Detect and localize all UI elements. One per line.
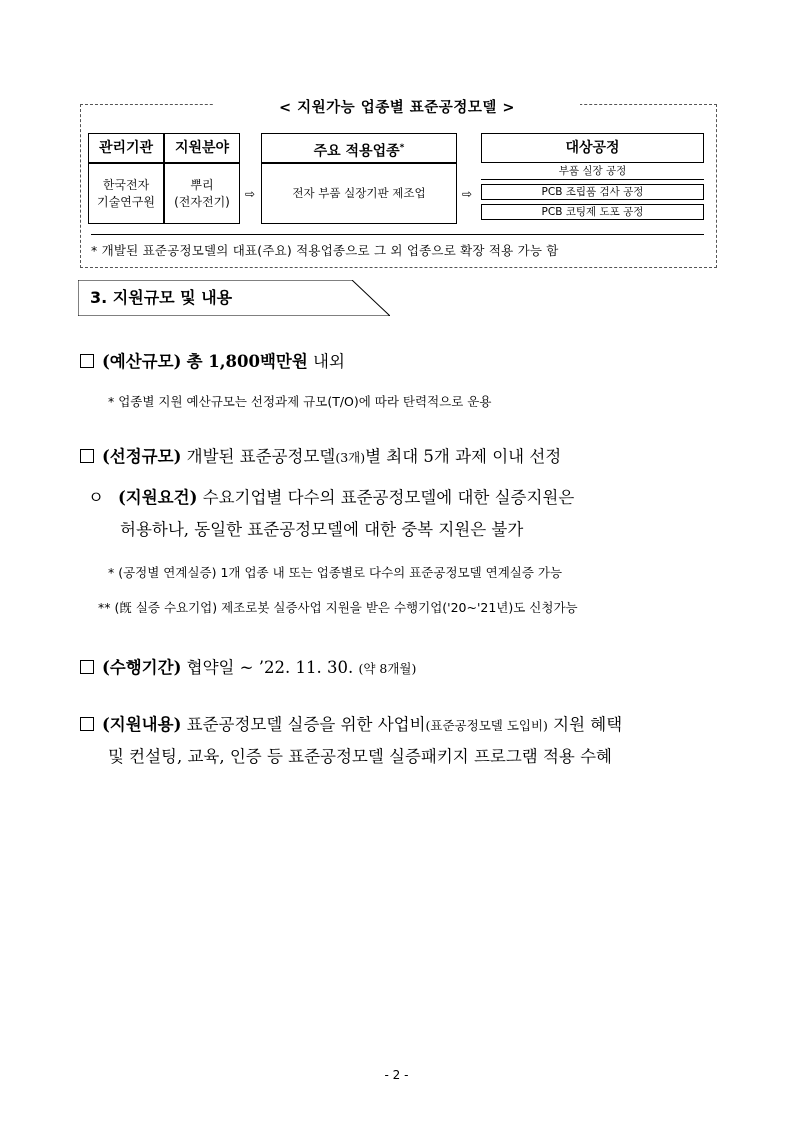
agency-line1: 한국전자 bbox=[102, 178, 150, 193]
item-period bbox=[80, 654, 416, 678]
header-process: 대상공정 bbox=[481, 133, 704, 163]
frame-divider bbox=[91, 234, 704, 235]
cell-agency bbox=[88, 163, 164, 224]
selection-text-a: 개발된 표준공정모델 bbox=[186, 447, 336, 466]
frame-note: * 개발된 표준공정모델의 대표(주요) 적용업종으로 그 외 업종으로 확장 적용 가능 함 bbox=[91, 243, 559, 258]
header-industry-mark: * bbox=[399, 143, 405, 153]
requirement-line1: 수요기업별 다수의 표준공정모델에 대한 실증지원은 bbox=[202, 488, 575, 507]
checkbox-icon bbox=[80, 660, 94, 674]
requirement-note1: * (공정별 연계실증) 1개 업종 내 또는 업종별로 다수의 표준공정모델 연계실증 가능 bbox=[108, 565, 563, 580]
checkbox-icon bbox=[80, 449, 94, 463]
header-industry bbox=[261, 133, 457, 163]
field-line1: 뿌리 bbox=[190, 178, 214, 193]
cell-field bbox=[164, 163, 240, 224]
period-small: (약 8개월) bbox=[358, 661, 417, 676]
process-item-1: 부품 실장 공정 bbox=[481, 164, 704, 180]
item-selection bbox=[80, 443, 561, 467]
header-industry-label: 주요 적용업종 bbox=[313, 143, 400, 160]
budget-text: 내외 bbox=[313, 352, 345, 371]
budget-amount: 총 1,800백만원 bbox=[186, 352, 308, 371]
selection-text-small: (3개) bbox=[335, 450, 366, 465]
item-requirement bbox=[88, 484, 574, 508]
field-line2: (전자전기) bbox=[174, 194, 230, 209]
arrow-icon: ⇨ bbox=[462, 187, 473, 201]
period-text: 협약일 ~ ’22. 11. 30. bbox=[186, 658, 354, 677]
checkbox-icon bbox=[80, 354, 94, 368]
selection-label: (선정규모) bbox=[102, 447, 182, 466]
header-field: 지원분야 bbox=[164, 133, 240, 163]
requirement-note2: ** (旣 실증 수요기업) 제조로봇 실증사업 지원을 받은 수행기업('20~'21년)도 신청가능 bbox=[98, 600, 578, 615]
requirement-label: (지원요건) bbox=[118, 488, 198, 507]
selection-text-b: 별 최대 5개 과제 이내 선정 bbox=[365, 447, 562, 466]
budget-label: (예산규모) bbox=[102, 352, 182, 371]
content-text-b: 지원 혜택 bbox=[553, 715, 623, 734]
arrow-icon: ⇨ bbox=[245, 187, 256, 201]
item-budget bbox=[80, 348, 345, 372]
content-text-a: 표준공정모델 실증을 위한 사업비 bbox=[186, 715, 426, 734]
budget-note: * 업종별 지원 예산규모는 선정과제 규모(T/O)에 따라 탄력적으로 운용 bbox=[108, 394, 492, 409]
bullet-icon: ㅇ bbox=[88, 488, 104, 507]
agency-line2: 기술연구원 bbox=[97, 194, 155, 209]
checkbox-icon bbox=[80, 717, 94, 731]
process-item-3: PCB 코팅제 도포 공정 bbox=[481, 204, 704, 220]
frame-title: < 지원가능 업종별 표준공정모델 > bbox=[214, 97, 580, 119]
requirement-line2: 허용하나, 동일한 표준공정모델에 대한 중복 지원은 불가 bbox=[120, 520, 524, 539]
section-title: 3. 지원규모 및 내용 bbox=[90, 288, 233, 307]
content-label: (지원내용) bbox=[102, 715, 182, 734]
page-number: - 2 - bbox=[384, 1068, 409, 1082]
content-text-small: (표준공정모델 도입비) bbox=[425, 718, 548, 733]
cell-industry: 전자 부품 실장기판 제조업 bbox=[261, 163, 457, 224]
item-content bbox=[80, 711, 622, 735]
section-heading bbox=[78, 280, 390, 316]
process-item-2: PCB 조립품 검사 공정 bbox=[481, 184, 704, 200]
period-label: (수행기간) bbox=[102, 658, 182, 677]
header-agency: 관리기관 bbox=[88, 133, 164, 163]
content-line2: 및 컨설팅, 교육, 인증 등 표준공정모델 실증패키지 프로그램 적용 수혜 bbox=[108, 747, 612, 766]
